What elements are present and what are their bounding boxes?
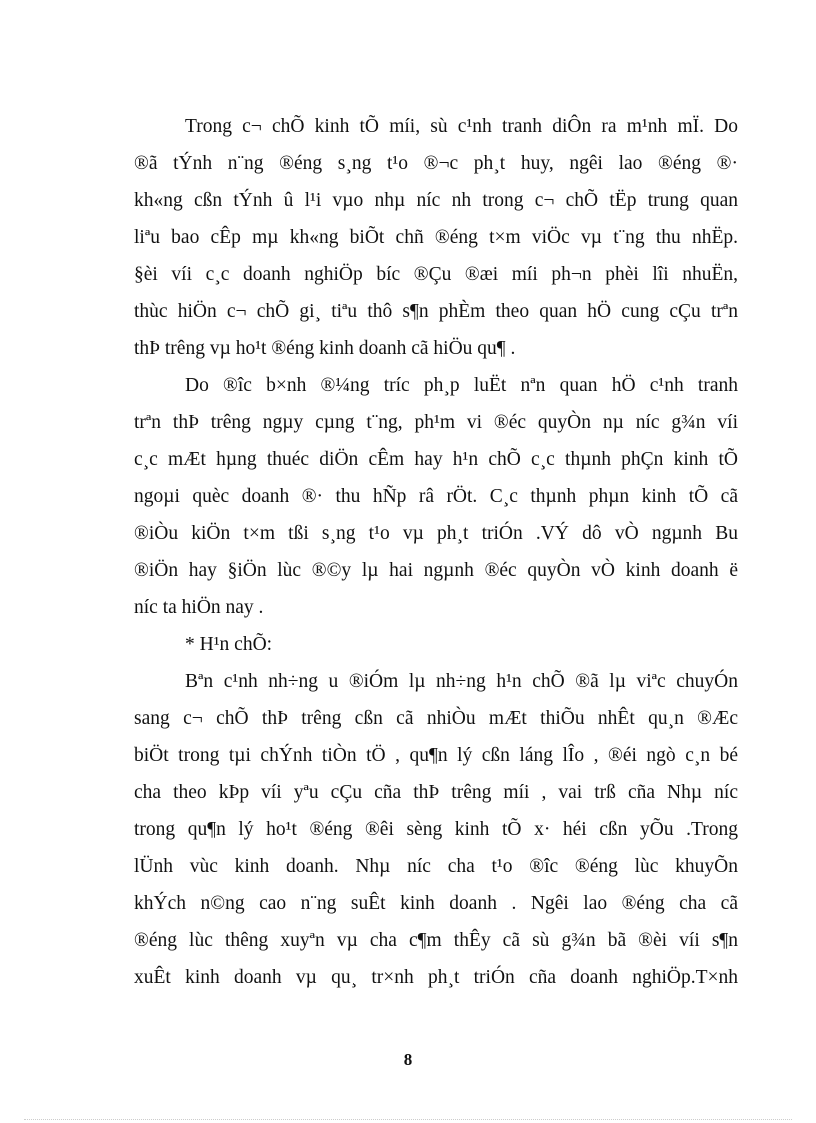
paragraph-3-line-5: trong qu¶n lý ho¹t ®éng ®êi sèng kinh tÕ x· héi cßn yÕu .Trong	[134, 819, 738, 840]
paragraph-1-line-3: kh«ng cßn tÝnh û l¹i vµo nhµ níc nh trong c¬ chÕ tËp trung quan	[134, 190, 738, 211]
paragraph-3-line-1: Bªn c¹nh nh÷ng u ®iÓm lµ nh÷ng h¹n chÕ ®ã lµ viªc chuyÓn	[185, 671, 738, 692]
body-text	[134, 108, 738, 996]
paragraph-2-line-5: ®iÒu kiÖn t×m tßi s¸ng t¹o vµ ph¸t triÓn .VÝ dô vÒ ngµnh Bu	[134, 523, 738, 544]
paragraph-3-line-4: cha theo kÞp víi yªu cÇu cña thÞ trêng míi , vai trß cña Nhµ níc	[134, 782, 738, 803]
page-number: 8	[403, 1050, 413, 1069]
paragraph-1-line-5: §èi víi c¸c doanh nghiÖp bíc ®Çu ®æi míi ph¬n phèi lîi nhuËn,	[134, 264, 738, 285]
paragraph-3-line-3: biÖt trong tµi chÝnh tiÒn tÖ , qu¶n lý cßn láng lÎo , ®éi ngò c¸n bé	[134, 745, 738, 766]
paragraph-3-line-9: xuÊt kinh doanh vµ qu¸ tr×nh ph¸t triÓn cña doanh nghiÖp.T×nh	[134, 967, 738, 988]
paragraph-2-line-2: trªn thÞ trêng ngµy cµng t¨ng, ph¹m vi ®éc quyÒn nµ níc g¾n víi	[134, 412, 738, 433]
page-bottom-divider	[24, 1119, 792, 1120]
paragraph-1-line-2: ®ã tÝnh n¨ng ®éng s¸ng t¹o ®¬c ph¸t huy, ngêi lao ®éng ®·	[134, 153, 738, 174]
paragraph-2-line-7: níc ta hiÖn nay .	[134, 597, 264, 618]
paragraph-2-line-4: ngoµi quèc doanh ®· thu hÑp râ rÖt. C¸c thµnh phµn kinh tÕ cã	[134, 486, 738, 507]
paragraph-2-line-6: ®iÖn hay §iÖn lùc ®©y lµ hai ngµnh ®éc quyÒn vÒ kinh doanh ë	[134, 560, 738, 581]
paragraph-3-line-6: lÜnh vùc kinh doanh. Nhµ níc cha t¹o ®îc ®éng lùc khuyÕn	[134, 856, 738, 877]
paragraph-2-line-1: Do ®îc b×nh ®¼ng tríc ph¸p luËt nªn quan hÖ c¹nh tranh	[185, 375, 738, 396]
paragraph-3-line-7: khÝch n©ng cao n¨ng suÊt kinh doanh . Ngêi lao ®éng cha cã	[134, 893, 738, 914]
paragraph-1-line-1: Trong c¬ chÕ kinh tÕ míi, sù c¹nh tranh diÔn ra m¹nh mÏ. Do	[185, 116, 738, 137]
paragraph-1-line-7: thÞ trêng vµ ho¹t ®éng kinh doanh cã hiÖu qu¶ .	[134, 338, 516, 359]
section-heading: * H¹n chÕ:	[185, 634, 273, 655]
paragraph-2-line-3: c¸c mÆt hµng thuéc diÖn cÊm hay h¹n chÕ c¸c thµnh phÇn kinh tÕ	[134, 449, 738, 470]
paragraph-3-line-8: ®éng lùc thêng xuyªn vµ cha c¶m thÊy cã sù g¾n bã ®èi víi s¶n	[134, 930, 738, 951]
paragraph-1-line-6: thùc hiÖn c¬ chÕ gi¸ tiªu thô s¶n phÈm theo quan hÖ cung cÇu trªn	[134, 301, 738, 322]
paragraph-1-line-4: liªu bao cÊp mµ kh«ng biÕt chñ ®éng t×m viÖc vµ t¨ng thu nhËp.	[134, 227, 738, 248]
paragraph-3-line-2: sang c¬ chÕ thÞ trêng cßn cã nhiÒu mÆt thiÕu nhÊt qu¸n ®Æc	[134, 708, 738, 729]
